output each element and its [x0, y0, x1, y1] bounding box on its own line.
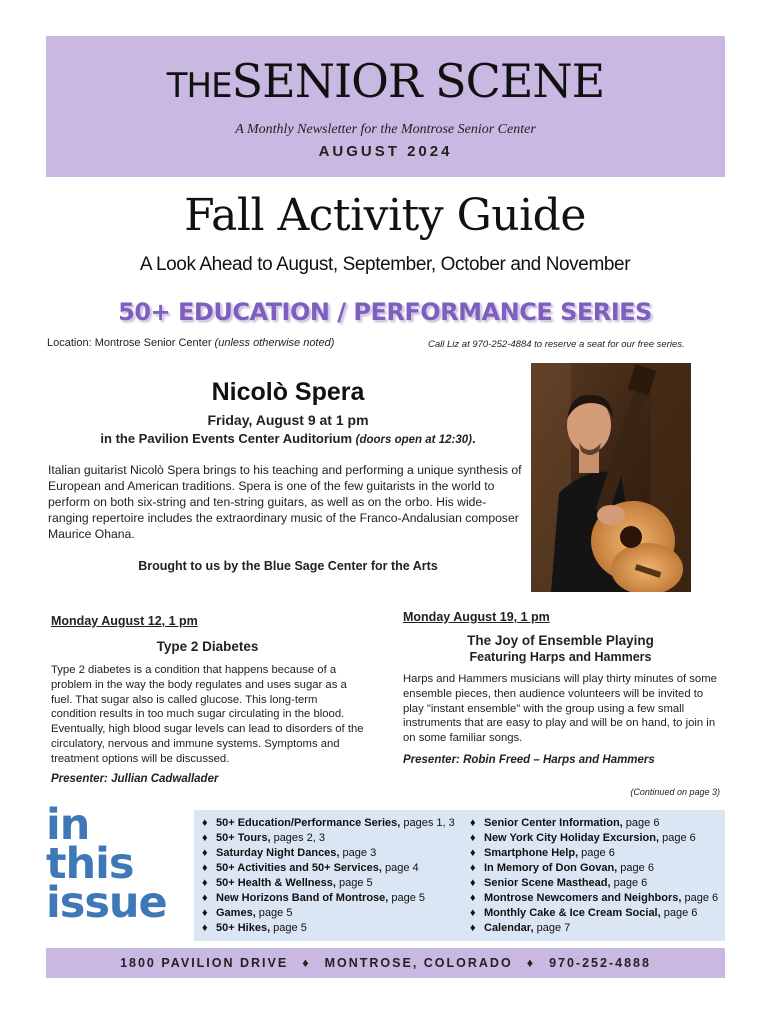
event-diabetes [51, 614, 364, 785]
issue-item[interactable] [202, 846, 455, 861]
diamond-bullet-icon: ♦ [470, 862, 476, 874]
issue-item[interactable] [470, 816, 718, 831]
diamond-bullet-icon: ♦ [470, 877, 476, 889]
performer-photo [531, 363, 691, 592]
issue-item-title: 50+ Education/Performance Series, [216, 817, 401, 829]
in-this-issue-heading [46, 800, 176, 928]
issue-item[interactable] [470, 921, 718, 936]
issue-item-title: Montrose Newcomers and Neighbors, [484, 892, 682, 904]
issue-item-title: In Memory of Don Govan, [484, 862, 618, 874]
performance-description: Italian guitarist Nicolò Spera brings to his teaching and performing a unique synthesis of European and American traditions. Spera is one of the few guitarists in the world to perform on both six-string and ten-string guitars, as well as on the orbo. His wide-ranging repertoire includes the extraordinary music of the Franco-Andalusian composer Maurice Ohana. [48, 463, 522, 541]
location-text [47, 337, 334, 349]
issue-item-pages: page 5 [270, 922, 307, 934]
issue-item-title: 50+ Tours, [216, 832, 271, 844]
diamond-bullet-icon: ♦ [470, 847, 476, 859]
issue-item-pages: page 6 [610, 877, 648, 889]
issue-item-pages: page 6 [578, 847, 615, 859]
issue-item-pages: page 5 [388, 892, 426, 904]
issue-item-pages: page 3 [339, 847, 377, 859]
diamond-bullet-icon: ♦ [202, 922, 208, 934]
diamond-bullet-icon: ♦ [470, 832, 476, 844]
in-this-issue-box [194, 810, 725, 941]
issue-item-title: Monthly Cake & Ice Cream Social, [484, 907, 661, 919]
issue-item-title: Saturday Night Dances, [216, 847, 340, 859]
diamond-bullet-icon: ♦ [470, 922, 476, 934]
issue-item[interactable] [202, 921, 455, 936]
reserve-text: Call Liz at 970-252-4884 to reserve a seat for our free series. [428, 339, 685, 350]
event-description: Harps and Hammers musicians will play thirty minutes of some ensemble pieces, then audience volunteers will be invited to play "instant ensemble" with the group using a few small instruments that are easy to play and will be on hand, to join in on some familiar songs. [403, 673, 717, 745]
continued-note: (Continued on page 3) [630, 787, 720, 797]
diamond-separator-icon: ♦ [302, 956, 311, 970]
issue-item-title: Senior Center Information, [484, 817, 623, 829]
issue-item-pages: page 5 [335, 877, 373, 889]
issue-item-title: Calendar, [484, 922, 534, 934]
doors-note: (doors open at 12:30) [355, 434, 472, 446]
footer-address: 1800 PAVILION DRIVE [120, 956, 289, 970]
diamond-bullet-icon: ♦ [470, 907, 476, 919]
issue-item-title: Smartphone Help, [484, 847, 579, 859]
issue-item[interactable] [470, 906, 718, 921]
venue-text: in the Pavilion Events Center Auditorium [100, 431, 356, 446]
guitarist-illustration [531, 363, 691, 592]
event-subtitle: Featuring Harps and Hammers [469, 650, 652, 664]
diamond-bullet-icon: ♦ [202, 847, 208, 859]
issue-item[interactable] [202, 906, 455, 921]
footer-phone: 970-252-4888 [549, 956, 651, 970]
diamond-separator-icon: ♦ [526, 956, 536, 970]
issue-item-title: Senior Scene Masthead, [484, 877, 611, 889]
issue-item-title: 50+ Activities and 50+ Services, [216, 862, 382, 874]
masthead-subtitle: A Monthly Newsletter for the Montrose Senior Center [235, 122, 536, 137]
issue-item-title: 50+ Hikes, [216, 922, 271, 934]
issue-item[interactable] [202, 861, 455, 876]
issue-item-pages: page 6 [660, 907, 698, 919]
event-title: Type 2 Diabetes [156, 639, 259, 654]
diamond-bullet-icon: ♦ [202, 832, 208, 844]
masthead-date: AUGUST 2024 [318, 143, 453, 160]
masthead-title [46, 54, 725, 108]
issue-item-title: Games, [216, 907, 256, 919]
diamond-bullet-icon: ♦ [202, 877, 208, 889]
event-ensemble [403, 610, 718, 766]
issue-item[interactable] [470, 891, 718, 906]
diamond-bullet-icon: ♦ [202, 892, 208, 904]
diamond-bullet-icon: ♦ [202, 907, 208, 919]
in-this-issue-line: issue [46, 878, 167, 928]
issue-item-title: New Horizons Band of Montrose, [216, 892, 389, 904]
diamond-bullet-icon: ♦ [202, 862, 208, 874]
diamond-bullet-icon: ♦ [470, 817, 476, 829]
issue-list-left [202, 816, 455, 936]
issue-item-pages: pages 2, 3 [270, 832, 325, 844]
issue-item-pages: page 7 [533, 922, 571, 934]
diamond-bullet-icon: ♦ [470, 892, 476, 904]
performance-credit: Brought to us by the Blue Sage Center for the Arts [138, 559, 438, 573]
performer-name: Nicolò Spera [211, 378, 365, 406]
issue-list-right [470, 816, 718, 936]
issue-item[interactable] [202, 876, 455, 891]
issue-item-pages: page 6 [617, 862, 654, 874]
in-this-issue-line: in [46, 800, 90, 850]
issue-item-pages: page 6 [622, 817, 660, 829]
diamond-bullet-icon: ♦ [202, 817, 208, 829]
footer-bar [46, 948, 725, 978]
issue-item[interactable] [470, 861, 718, 876]
location-label: Location: Montrose Senior Center [47, 337, 215, 349]
guide-subtitle: A Look Ahead to August, September, October and November [139, 254, 631, 275]
issue-item[interactable] [202, 831, 455, 846]
performance-venue [46, 431, 530, 446]
event-date: Monday August 12, 1 pm [51, 614, 198, 628]
issue-item-pages: pages 1, 3 [400, 817, 455, 829]
issue-item-title: 50+ Health & Wellness, [216, 877, 336, 889]
in-this-issue-line: this [46, 839, 134, 889]
guide-title: Fall Activity Guide [184, 190, 586, 241]
issue-item[interactable] [470, 876, 718, 891]
location-note: (unless otherwise noted) [214, 337, 335, 349]
issue-item-pages: page 5 [255, 907, 293, 919]
issue-item-pages: page 4 [381, 862, 419, 874]
event-presenter: Presenter: Robin Freed – Harps and Hammers [403, 753, 655, 766]
event-title: The Joy of Ensemble Playing [467, 633, 654, 648]
masthead-the: THE [166, 66, 232, 106]
event-presenter: Presenter: Jullian Cadwallader [51, 772, 219, 785]
event-description: Type 2 diabetes is a condition that happens because of a problem in the way the body regulates and uses sugar as a fuel. That sugar also is called glucose. This long-term condition results in too much sugar circulating in the blood. Eventually, high blood sugar levels can lead to disorders of the circulatory, nervous and immune systems. Symptoms and treatment options will be discussed. [51, 664, 364, 765]
series-heading: 50+ EDUCATION / PERFORMANCE SERIES [118, 298, 652, 326]
issue-item[interactable] [202, 891, 455, 906]
issue-item[interactable] [202, 816, 455, 831]
issue-item-pages: page 6 [681, 892, 719, 904]
masthead-name: SENIOR SCENE [231, 54, 605, 108]
event-date: Monday August 19, 1 pm [403, 610, 550, 624]
venue-period: . [471, 431, 476, 446]
footer-city: MONTROSE, COLORADO [324, 956, 513, 970]
issue-item[interactable] [470, 831, 718, 846]
masthead [46, 36, 725, 177]
performance-date: Friday, August 9 at 1 pm [207, 412, 369, 428]
issue-item[interactable] [470, 846, 718, 861]
issue-item-pages: page 6 [659, 832, 696, 844]
issue-item-title: New York City Holiday Excursion, [484, 832, 660, 844]
